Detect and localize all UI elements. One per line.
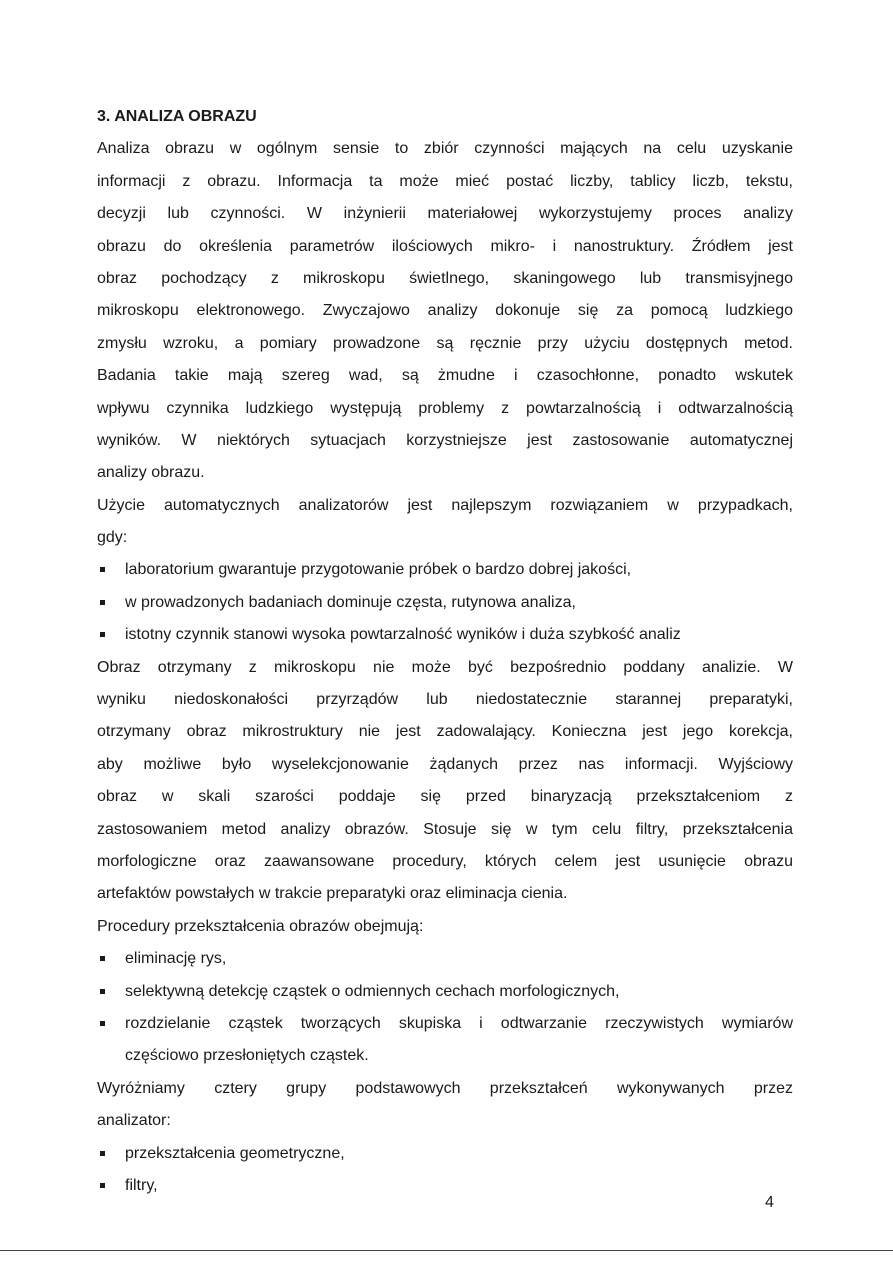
text-line (97, 136, 793, 168)
text-line (97, 363, 793, 395)
bullet-item (97, 1173, 793, 1205)
text-line (97, 946, 793, 978)
line-text: przekształcenia geometryczne, (125, 1144, 345, 1162)
text-line (97, 525, 793, 557)
document-page (97, 104, 793, 1205)
line-text: laboratorium gwarantuje przygotowanie próbek o bardzo dobrej jakości, (125, 561, 632, 579)
text-line (97, 687, 793, 719)
line-text: istotny czynnik stanowi wysoka powtarzalność wyników i duża szybkość analiz (125, 626, 681, 644)
bullet-icon (100, 989, 105, 994)
line-text: Wyróżniamy cztery grupy podstawowych przekształceń wykonywanych przez (97, 1079, 793, 1097)
bullet-icon (100, 956, 105, 961)
bullet-icon (100, 1151, 105, 1156)
bullet-item (97, 979, 793, 1011)
paragraph (97, 493, 793, 558)
line-text: Procedury przekształcenia obrazów obejmują: (97, 917, 424, 935)
paragraph (97, 914, 793, 946)
text-line (97, 201, 793, 233)
line-text: informacji z obrazu. Informacja ta może mieć postać liczby, tablicy liczb, tekstu, (97, 172, 793, 190)
line-text: filtry, (125, 1176, 158, 1194)
bullet-icon (100, 1183, 105, 1188)
text-line (97, 1141, 793, 1173)
line-text: decyzji lub czynności. W inżynierii materiałowej wykorzystujemy proces analizy (97, 205, 793, 223)
text-line (97, 622, 793, 654)
document-body (97, 136, 793, 1205)
line-text: Użycie automatycznych analizatorów jest najlepszym rozwiązaniem w przypadkach, (97, 496, 793, 514)
line-text: wyników. W niektórych sytuacjach korzystniejsze jest zastosowanie automatycznej (97, 431, 793, 449)
line-text: Badania takie mają szereg wad, są żmudne i czasochłonne, ponadto wskutek (97, 367, 793, 385)
bullet-item (97, 557, 793, 589)
line-text: obrazu do określenia parametrów ilościowych mikro- i nanostruktury. Źródłem jest (97, 237, 793, 255)
line-text: Analiza obrazu w ogólnym sensie to zbiór czynności mających na celu uzyskanie (97, 140, 793, 158)
text-line (97, 298, 793, 330)
paragraph (97, 1076, 793, 1141)
bullet-icon (100, 632, 105, 637)
line-text: zastosowaniem metod analizy obrazów. Stosuje się w tym celu filtry, przekształcenia (97, 820, 793, 838)
line-text: mikroskopu elektronowego. Zwyczajowo analizy dokonuje się za pomocą ludzkiego (97, 302, 793, 320)
line-text: w prowadzonych badaniach dominuje częsta, rutynowa analiza, (125, 593, 576, 611)
text-line (97, 1011, 793, 1043)
text-line (97, 234, 793, 266)
text-line (97, 849, 793, 881)
line-text: artefaktów powstałych w trakcie preparatyki oraz eliminacja cienia. (97, 885, 568, 903)
text-line (97, 331, 793, 363)
text-line (97, 1043, 793, 1075)
line-text: obraz pochodzący z mikroskopu świetlnego, skaningowego lub transmisyjnego (97, 269, 793, 287)
bullet-item (97, 946, 793, 978)
line-text: morfologiczne oraz zaawansowane procedury, których celem jest usunięcie obrazu (97, 852, 793, 870)
text-line (97, 881, 793, 913)
text-line (97, 557, 793, 589)
text-line (97, 590, 793, 622)
text-line (97, 979, 793, 1011)
text-line (97, 1076, 793, 1108)
line-text: analizator: (97, 1112, 171, 1130)
line-text: gdy: (97, 529, 128, 547)
line-text: wyniku niedoskonałości przyrządów lub niedostatecznie starannej preparatyki, (97, 691, 793, 709)
page-number: 4 (765, 1194, 774, 1211)
line-text: otrzymany obraz mikrostruktury nie jest zadowalający. Konieczna jest jego korekcja, (97, 723, 793, 741)
scan-edge-line (0, 1250, 893, 1251)
line-text: obraz w skali szarości poddaje się przed binaryzacją przekształceniom z (97, 788, 793, 806)
text-line (97, 1173, 793, 1205)
bullet-item (97, 622, 793, 654)
bullet-item (97, 1141, 793, 1173)
line-text: rozdzielanie cząstek tworzących skupiska i odtwarzanie rzeczywistych wymiarów (125, 1014, 793, 1032)
line-text: Obraz otrzymany z mikroskopu nie może być bezpośrednio poddany analizie. W (97, 658, 793, 676)
text-line (97, 655, 793, 687)
text-line (97, 493, 793, 525)
line-text: eliminację rys, (125, 950, 227, 968)
text-line (97, 266, 793, 298)
text-line (97, 752, 793, 784)
text-line (97, 1108, 793, 1140)
line-text: zmysłu wzroku, a pomiary prowadzone są ręcznie przy użyciu dostępnych metod. (97, 334, 793, 352)
text-line (97, 169, 793, 201)
line-text: analizy obrazu. (97, 464, 205, 482)
paragraph (97, 136, 793, 492)
bullet-item (97, 590, 793, 622)
text-line (97, 719, 793, 751)
line-text: częściowo przesłoniętych cząstek. (125, 1047, 369, 1065)
bullet-icon (100, 1021, 105, 1026)
text-line (97, 460, 793, 492)
text-line (97, 428, 793, 460)
bullet-item (97, 1011, 793, 1076)
bullet-icon (100, 567, 105, 572)
text-line (97, 817, 793, 849)
line-text: selektywną detekcję cząstek o odmiennych cechach morfologicznych, (125, 982, 620, 1000)
text-line (97, 396, 793, 428)
line-text: aby możliwe było wyselekcjonowanie żądanych przez nas informacji. Wyjściowy (97, 755, 793, 773)
bullet-icon (100, 600, 105, 605)
text-line (97, 914, 793, 946)
section-heading: 3. ANALIZA OBRAZU (97, 108, 257, 125)
line-text: wpływu czynnika ludzkiego występują problemy z powtarzalnością i odtwarzalnością (97, 399, 793, 417)
text-line (97, 784, 793, 816)
paragraph (97, 655, 793, 914)
